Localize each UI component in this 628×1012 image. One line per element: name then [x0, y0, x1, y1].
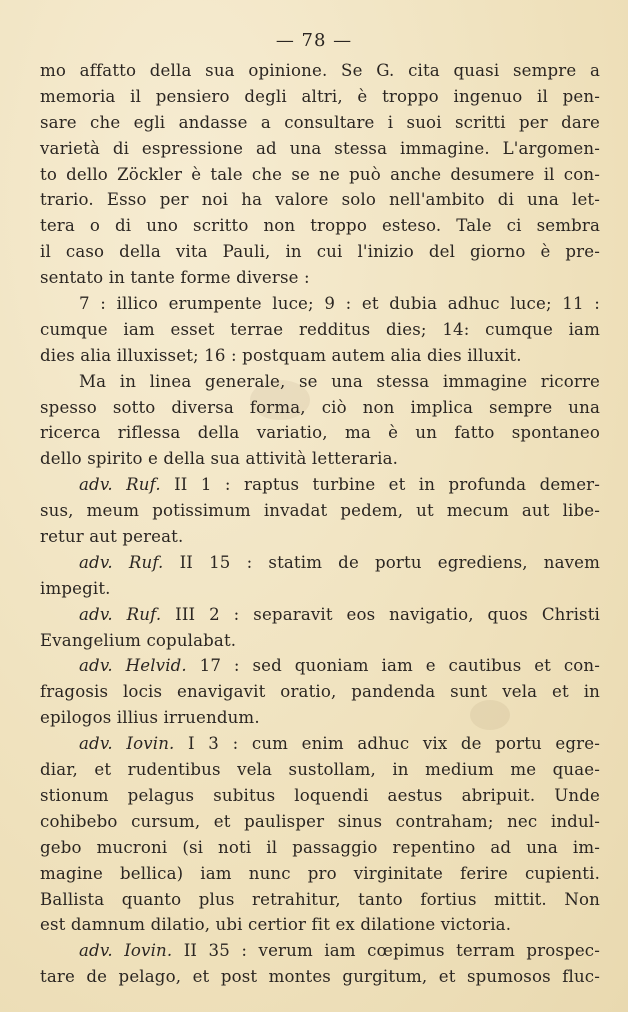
text-line: Evangelium copulabat.: [40, 630, 237, 650]
text-line: mo affatto della sua opinione. Se G. cita quasi sempre a: [40, 61, 600, 80]
text-line: retur aut pereat.: [40, 527, 184, 547]
text-line: tera o di uno scritto non troppo esteso. Tale ci sembra: [40, 216, 600, 236]
citation-ref: adv. Ruf.: [79, 604, 162, 624]
text-line: memoria il pensiero degli altri, è troppo ingenuo il pen-: [40, 86, 600, 106]
citation-ref: adv. Iovin.: [79, 941, 173, 961]
text-line: gebo mucroni (si noti il passaggio repentino ad una im-: [40, 837, 600, 857]
text-line: sare che egli andasse a consultare i suoi scritti per dare: [40, 112, 600, 132]
citation-line: adv. Ruf. III 2 : separavit eos navigatio, quos Christi: [79, 604, 600, 624]
text-line: sentato in tante forme diverse :: [40, 268, 310, 288]
text-line: est damnum dilatio, ubi certior fit ex dilatione victoria.: [40, 915, 512, 935]
text-line: magine bellica) iam nunc pro virginitate ferire cupienti.: [40, 863, 600, 883]
text-line: Ballista quanto plus retrahitur, tanto fortius mittit. Non: [40, 889, 600, 909]
citation-line: adv. Iovin. I 3 : cum enim adhuc vix de portu egre-: [79, 734, 600, 754]
citation-ref: adv. Helvid.: [79, 656, 187, 676]
text-line: cohibebo cursum, et paulisper sinus contraham; nec indul-: [40, 811, 600, 831]
text-line: fragosis locis enavigavit oratio, pandenda sunt vela et in: [40, 682, 600, 702]
body-text: [40, 58, 600, 990]
citation-line: adv. Ruf. II 15 : statim de portu egrediens, navem: [79, 552, 601, 572]
text-line: stionum pelagus subitus loquendi aestus abripuit. Unde: [40, 785, 600, 805]
text-line: diar, et rudentibus vela sustollam, in medium me quae-: [40, 760, 600, 780]
text-line: cumque iam esset terrae redditus dies; 14: cumque iam: [40, 319, 600, 339]
text-line: spesso sotto diversa forma, ciò non implica sempre una: [40, 397, 600, 417]
citation-line: adv. Iovin. II 35 : verum iam cœpimus terram prospec-: [79, 941, 601, 961]
text-line: sus, meum potissimum invadat pedem, ut mecum aut libe-: [40, 501, 600, 521]
text-line: varietà di espressione ad una stessa immagine. L'argomen-: [40, 138, 600, 158]
text-line: 7 : illico erumpente luce; 9 : et dubia adhuc luce; 11 :: [79, 294, 600, 314]
citation-ref: adv. Ruf.: [79, 475, 161, 495]
citation-ref: adv. Ruf.: [79, 552, 164, 572]
text-line: to dello Zöckler è tale che se ne può anche desumere il con-: [40, 164, 600, 184]
text-line: impegit.: [40, 578, 111, 598]
page-number: — 78 —: [275, 30, 353, 51]
citation-line: adv. Ruf. II 1 : raptus turbine et in profunda demer-: [79, 475, 601, 495]
text-line: ricerca riflessa della variatio, ma è un fatto spontaneo: [40, 423, 600, 443]
text-line: il caso della vita Pauli, in cui l'inizio del giorno è pre-: [40, 242, 600, 262]
text-line: dies alia illuxisset; 16 : postquam autem alia dies illuxit.: [40, 345, 522, 365]
text-line: epilogos illius irruendum.: [40, 708, 260, 728]
text-line: tare de pelago, et post montes gurgitum, et spumosos fluc-: [40, 967, 600, 987]
text-line: trario. Esso per noi ha valore solo nell'ambito di una let-: [40, 190, 600, 210]
text-line: dello spirito e della sua attività letteraria.: [40, 449, 399, 469]
text-line: Ma in linea generale, se una stessa immagine ricorre: [79, 371, 600, 391]
citation-ref: adv. Iovin.: [79, 734, 175, 754]
citation-line: adv. Helvid. 17 : sed quoniam iam e cautibus et con-: [79, 656, 600, 676]
